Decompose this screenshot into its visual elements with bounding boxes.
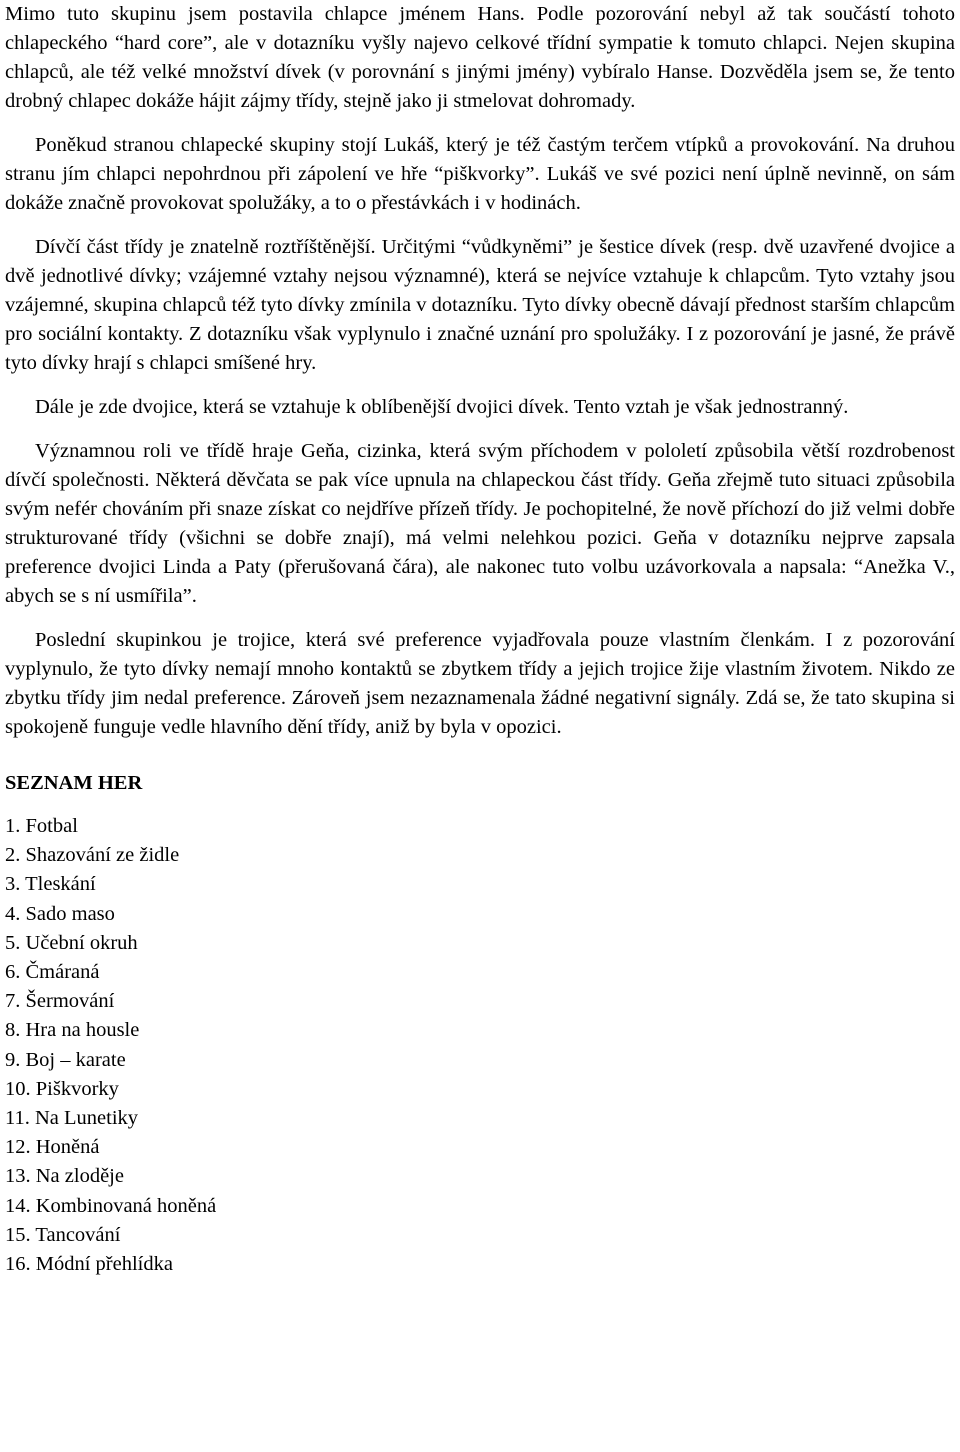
paragraph-lukas: Poněkud stranou chlapecké skupiny stojí Lukáš, který je též častým terčem vtípků a provokování. Na druhou stranu jím chlapci nepohrdnou při zápolení ve hře “piškvorky”. Lukáš ve své pozici není úplně nevinně, on sám dokáže značně provokovat spolužáky, a to o přestávkách i v hodinách. xyxy=(5,134,955,214)
list-item: 4. Sado maso xyxy=(5,902,115,925)
list-item: 10. Piškvorky xyxy=(5,1077,119,1100)
paragraph-girls: Dívčí část třídy je znatelně roztříštěnější. Určitými “vůdkyněmi” je šestice dívek (resp. dvě uzavřené dvojice a dvě jednotlivé dívky; vzájemné vztahy nejsou významné), která se nejvíce vztahuje k chlapcům. Tyto vztahy jsou vzájemné, skupina chlapců též tyto dívky zmínila v dotazníku. Tyto dívky obecně dávají přednost starším chlapcům pro sociální kontakty. Z dotazníku však vyplynulo i značné uznání pro spolužáky. I z pozorování je jasné, že právě tyto dívky hrají s chlapci smíšené hry. xyxy=(5,236,955,374)
paragraph-pair: Dále je zde dvojice, která se vztahuje k oblíbenější dvojici dívek. Tento vztah je však jednostranný. xyxy=(35,396,849,418)
list-item: 9. Boj – karate xyxy=(5,1048,126,1071)
list-item: 6. Čmáraná xyxy=(5,961,100,984)
list-item: 13. Na zloděje xyxy=(5,1165,124,1188)
paragraph-gena: Významnou roli ve třídě hraje Geňa, cizinka, která svým příchodem v pololetí způsobila větší rozdrobenost dívčí společnosti. Některá děvčata se pak více upnula na chlapeckou část třídy. Geňa zřejmě tuto situaci způsobila svým nefér chováním při snaze získat co nejdříve přízeň třídy. Je pochopitelné, že nově příchozí do již velmi dobře strukturované třídy (všichni se dobře znají), má velmi nelehkou pozici. Geňa v dotazníku nejprve zapsala preference dvojici Linda a Paty (přerušovaná čára), ale nakonec tuto volbu uzávorkovala a napsala: “Anežka V., abych se s ní usmířila”. xyxy=(5,440,955,607)
games-heading: SEZNAM HER xyxy=(5,772,143,794)
list-item: 3. Tleskání xyxy=(5,873,96,896)
games-list xyxy=(5,812,955,1279)
list-item: 12. Honěná xyxy=(5,1136,100,1159)
list-item: 15. Tancování xyxy=(5,1223,121,1246)
paragraph-hans: Mimo tuto skupinu jsem postavila chlapce jménem Hans. Podle pozorování nebyl až tak součástí tohoto chlapeckého “hard core”, ale v dotazníku vyšly najevo celkové třídní sympatie k tomuto chlapci. Nejen skupina chlapců, ale též velké množství dívek (v porovnání s jinými jmény) vybíralo Hanse. Dozvěděla jsem se, že tento drobný chlapec dokáže hájit zájmy třídy, stejně jako ji stmelovat dohromady. xyxy=(5,3,955,112)
list-item: 14. Kombinovaná honěná xyxy=(5,1194,217,1217)
document-page xyxy=(5,0,955,1279)
list-item: 2. Shazování ze židle xyxy=(5,844,180,867)
list-item: 11. Na Lunetiky xyxy=(5,1107,139,1130)
list-item: 5. Učební okruh xyxy=(5,931,138,954)
list-item: 7. Šermování xyxy=(5,990,115,1013)
paragraph-trio: Poslední skupinkou je trojice, která své preference vyjadřovala pouze vlastním členkám. I z pozorování vyplynulo, že tyto dívky nemají mnoho kontaktů se zbytkem třídy a jejich trojice žije vlastním životem. Nikdo ze zbytku třídy jim nedal preference. Zároveň jsem nezaznamenala žádné negativní signály. Zdá se, že tato skupina si spokojeně funguje vedle hlavního dění třídy, aniž by byla v opozici. xyxy=(5,629,955,738)
list-item: 1. Fotbal xyxy=(5,815,78,837)
list-item: 8. Hra na housle xyxy=(5,1019,140,1042)
list-item: 16. Módní přehlídka xyxy=(5,1253,173,1276)
